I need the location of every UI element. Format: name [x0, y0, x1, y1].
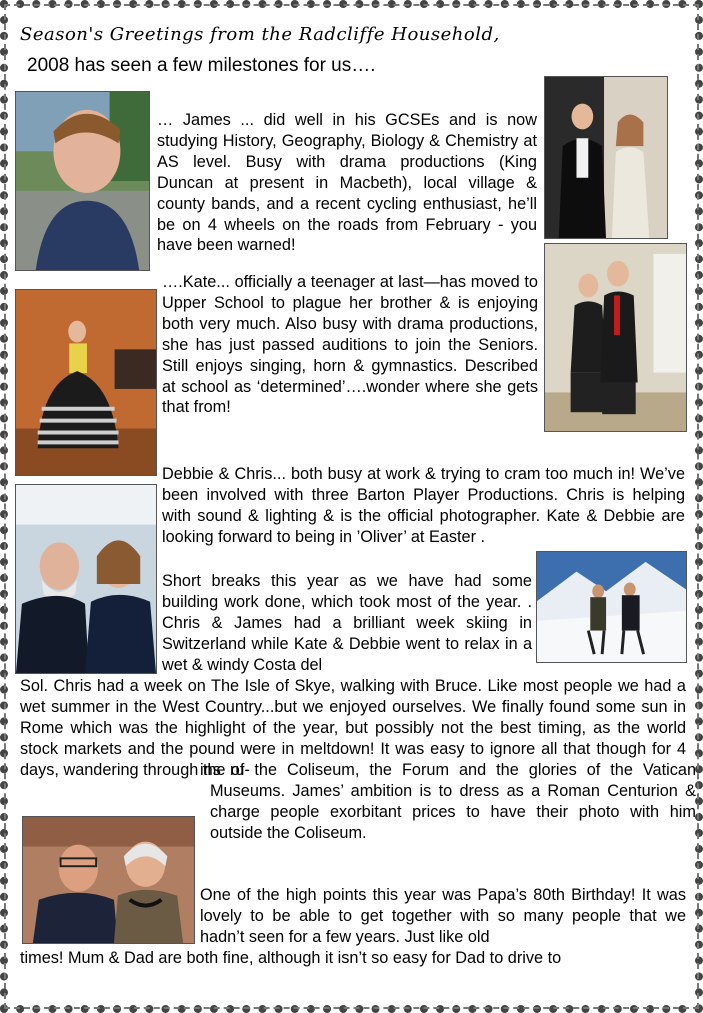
greeting-subtitle: 2008 has seen a few milestones for us…. — [27, 55, 376, 76]
paragraph-rome: ins of the Coliseum, the Forum and the glories of the Vatican Museums. James’ ambition is to dress as a Roman Centurion & charge people exorbitant prices to have their photo with him outside the Coliseum. — [200, 761, 696, 842]
paragraph-parents-intro: Debbie & Chris... both busy at work & trying to cram too much in! We’ve been involved with three Barton Player Productions. Chris is helping with sound & lighting & is the official photographer. Kate & Debbie are looking forward to being in ’Oliver’ at Easter . — [162, 465, 685, 546]
photo-kate-costume — [15, 289, 157, 476]
paragraph-kate: ….Kate... officially a teenager at last—has moved to Upper School to plague her brother & is enjoying both very much. Also busy with drama productions, she has just passed auditions to join the Seniors. Still enjoys singing, horn & gymnastics. Described at school as ‘determined’….wonder where she gets that from! — [162, 273, 538, 417]
photo-kate-james-uniform — [544, 243, 687, 432]
paragraph-james: … James ... did well in his GCSEs and is now studying History, Geography, Biology & Chemistry at AS level. Busy with drama productions (King Duncan at present in Macbeth), local village & county bands, and a recent cycling enthusiast, he’ll be on 4 wheels on the roads from February - you have been warned! — [157, 111, 537, 255]
greeting-title: Season's Greetings from the Radcliffe Household, — [20, 24, 500, 45]
photo-james-portrait — [15, 91, 150, 271]
photo-james-kate-formal — [544, 76, 668, 239]
photo-skiing — [536, 551, 687, 663]
photo-papa-birthday — [22, 816, 195, 944]
paragraph-parents-summer: Sol. Chris had a week on The Isle of Skye, walking with Bruce. Like most people we had a wet summer in the West Country...but we enjoyed ourselves. We finally found some sun in Rome which was the highlight of the year, but possibly not the best timing, as the world stock markets and the pound were in meltdown! It was easy to ignore all that though for 4 days, wandering through the ru- — [20, 677, 686, 779]
photo-debbie-chris — [15, 484, 157, 674]
paragraph-parents-breaks: Short breaks this year as we have had some building work done, which took most of the year. . Chris & James had a brilliant week skiing in Switzerland while Kate & Debbie went to relax in a wet & windy Costa del — [162, 572, 532, 674]
paragraph-closing: times! Mum & Dad are both fine, although it isn’t so easy for Dad to drive to — [20, 949, 562, 967]
paragraph-papa: One of the high points this year was Papa’s 80th Birthday! It was lovely to be able to get together with so many people that we hadn’t seen for a few years. Just like old — [200, 886, 686, 946]
